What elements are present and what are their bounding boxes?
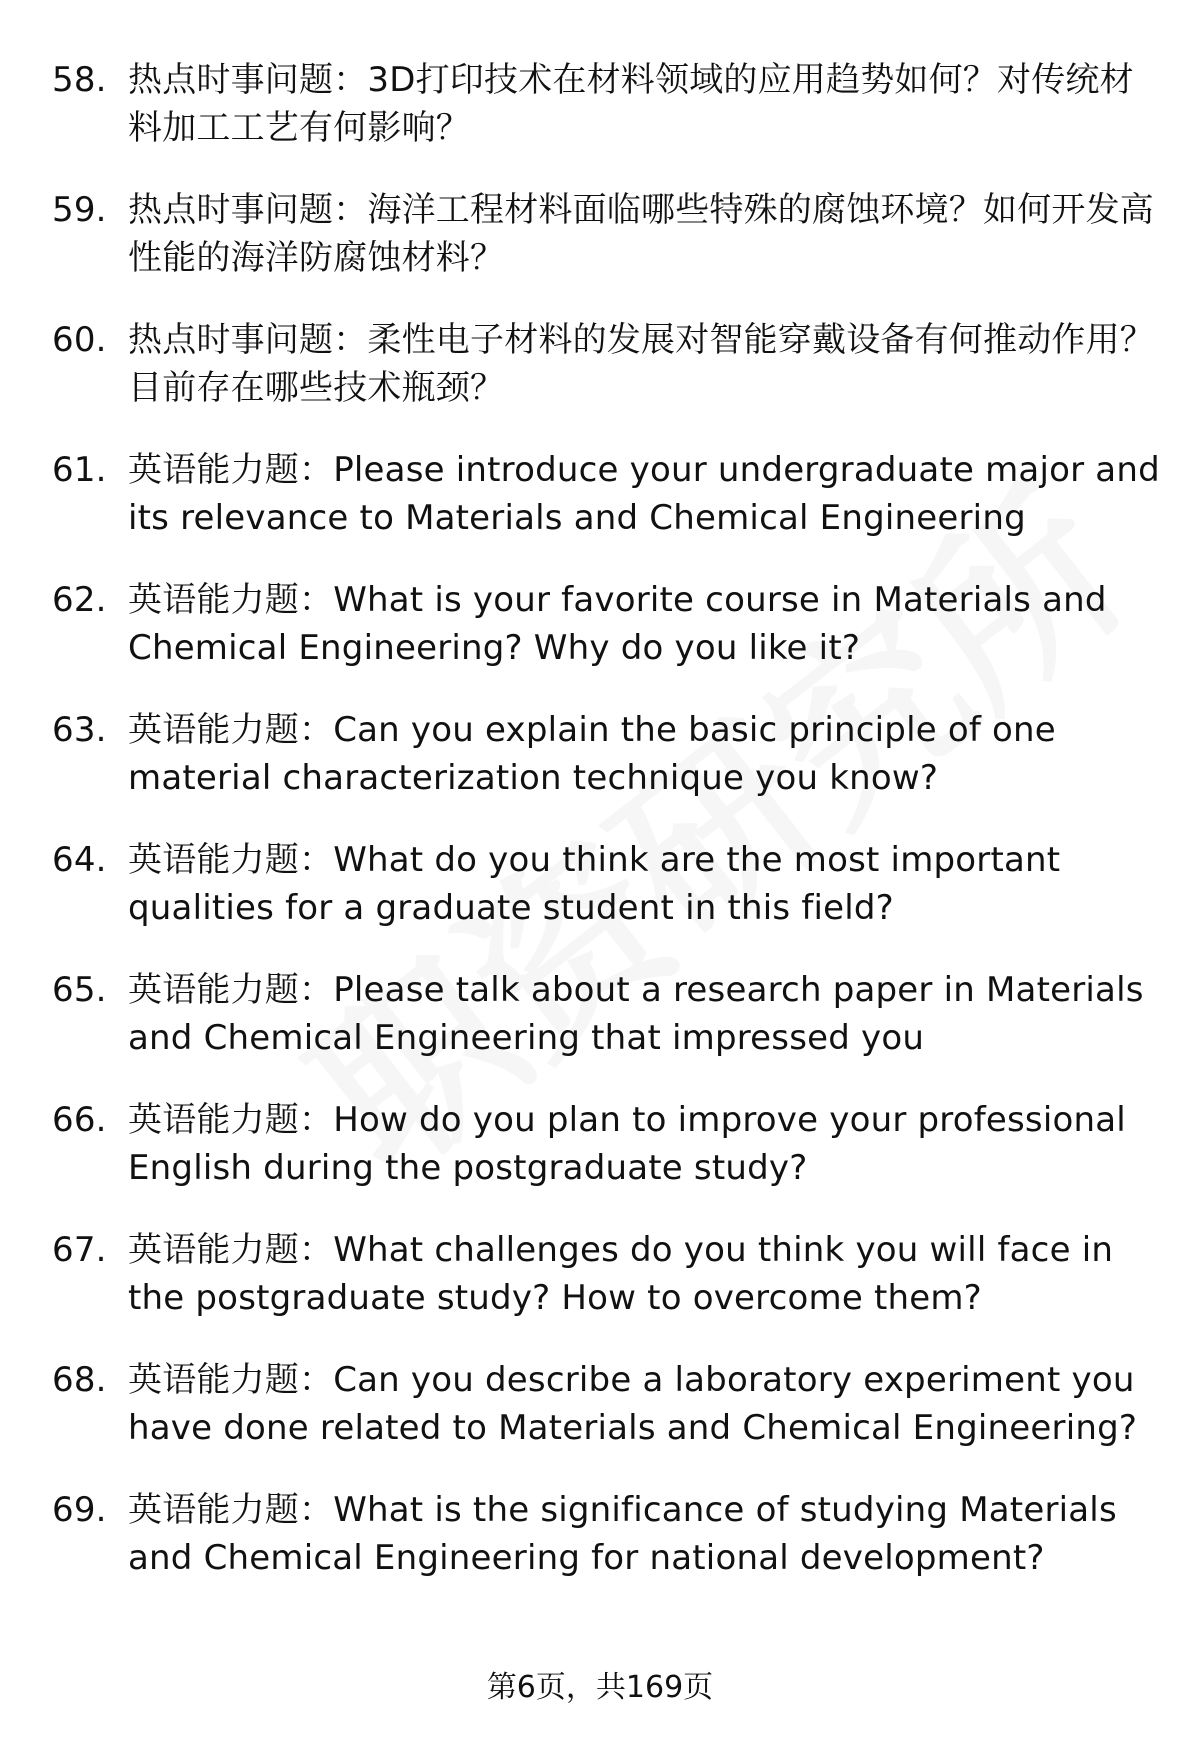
question-text: 英语能力题：Can you describe a laboratory experiment you have done related to Materials and Chemical Engineering?	[128, 1360, 1138, 1448]
page-number-label: 第6页，共169页	[486, 1670, 714, 1705]
question-number: 65.	[52, 970, 107, 1010]
list-item	[52, 576, 1162, 672]
question-number: 68.	[52, 1360, 107, 1400]
question-number: 62.	[52, 580, 107, 620]
question-text: 英语能力题：Can you explain the basic principle of one material characterization technique you know?	[128, 710, 1056, 798]
page-footer	[0, 1668, 1200, 1708]
question-text: 热点时事问题：海洋工程材料面临哪些特殊的腐蚀环境？如何开发高性能的海洋防腐蚀材料？	[128, 190, 1154, 278]
question-list	[52, 56, 1162, 1616]
list-item	[52, 446, 1162, 542]
list-item	[52, 966, 1162, 1062]
question-number: 67.	[52, 1230, 107, 1270]
question-text: 英语能力题：What is the significance of studying Materials and Chemical Engineering for national development?	[128, 1490, 1117, 1578]
question-text: 英语能力题：What is your favorite course in Materials and Chemical Engineering? Why do you like it?	[128, 580, 1107, 668]
question-number: 58.	[52, 60, 107, 100]
list-item	[52, 1096, 1162, 1192]
list-item	[52, 706, 1162, 802]
list-item	[52, 836, 1162, 932]
question-number: 66.	[52, 1100, 107, 1140]
question-text: 英语能力题：What do you think are the most important qualities for a graduate student in this field?	[128, 840, 1061, 928]
list-item	[52, 1486, 1162, 1582]
question-number: 63.	[52, 710, 107, 750]
question-number: 64.	[52, 840, 107, 880]
question-number: 59.	[52, 190, 107, 230]
question-number: 60.	[52, 320, 107, 360]
question-text: 英语能力题：Please talk about a research paper in Materials and Chemical Engineering that impressed you	[128, 970, 1144, 1058]
list-item	[52, 1226, 1162, 1322]
question-number: 69.	[52, 1490, 107, 1530]
question-text: 英语能力题：What challenges do you think you will face in the postgraduate study? How to overcome them?	[128, 1230, 1114, 1318]
list-item	[52, 316, 1162, 412]
list-item	[52, 56, 1162, 152]
question-text: 热点时事问题：柔性电子材料的发展对智能穿戴设备有何推动作用？目前存在哪些技术瓶颈？	[128, 320, 1154, 408]
question-text: 英语能力题：How do you plan to improve your professional English during the postgraduate study?	[128, 1100, 1126, 1188]
list-item	[52, 186, 1162, 282]
question-text: 英语能力题：Please introduce your undergraduate major and its relevance to Materials and Chemical Engineering	[128, 450, 1160, 538]
question-number: 61.	[52, 450, 107, 490]
list-item	[52, 1356, 1162, 1452]
question-text: 热点时事问题：3D打印技术在材料领域的应用趋势如何？对传统材料加工工艺有何影响？	[128, 60, 1134, 148]
